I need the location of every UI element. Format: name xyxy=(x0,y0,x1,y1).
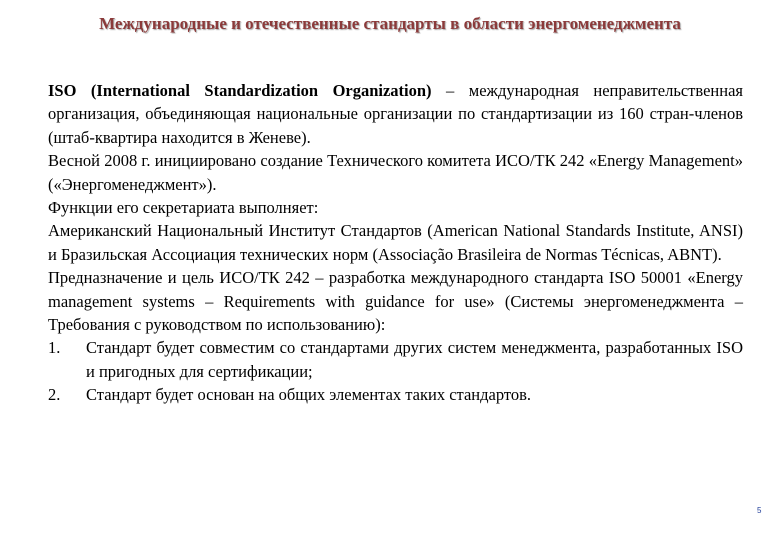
paragraph-secretariat: Функции его секретариата выполняет: xyxy=(48,198,319,218)
list-item-number: 1. xyxy=(48,338,61,358)
list-item-text: Стандарт будет основан на общих элементах таких стандартов. xyxy=(86,385,532,405)
slide-title: Международные и отечественные стандарты в области энергоменеджмента xyxy=(99,14,681,33)
slide-content xyxy=(48,79,743,407)
page-number: 5 xyxy=(757,506,762,515)
list-item xyxy=(48,336,743,383)
paragraph-committee: Весной 2008 г. инициировано создание Технического комитета ИСО/ТК 242 «Energy Management» («Энергоменеджмент»). xyxy=(48,151,743,194)
iso-lead: ISO (International Standardization Organization) xyxy=(48,81,432,100)
list-item xyxy=(48,383,743,406)
list-item-number: 2. xyxy=(48,385,61,405)
paragraph-purpose: Предназначение и цель ИСО/ТК 242 – разработка международного стандарта ISO 50001 «Energy management systems – Requirements with guidance for use» (Системы энергоменеджмента –Требования с руководством по использованию): xyxy=(48,268,743,335)
list-item-text: Стандарт будет совместим со стандартами других систем менеджмента, разработанных ISO и пригодных для сертификации; xyxy=(86,338,743,381)
paragraph-iso xyxy=(48,79,743,149)
requirements-list xyxy=(48,336,743,406)
paragraph-organizations: Американский Национальный Институт Стандартов (American National Standards Institute, ANSI) и Бразильская Ассоциация технических норм (Associação Brasileira de Normas Técnicas, ABNT). xyxy=(48,221,743,264)
iso-text: – международная неправительственная организация, объединяющая национальные организации по стандартизации из 160 стран-членов (штаб-квартира находится в Женеве). xyxy=(48,81,743,147)
